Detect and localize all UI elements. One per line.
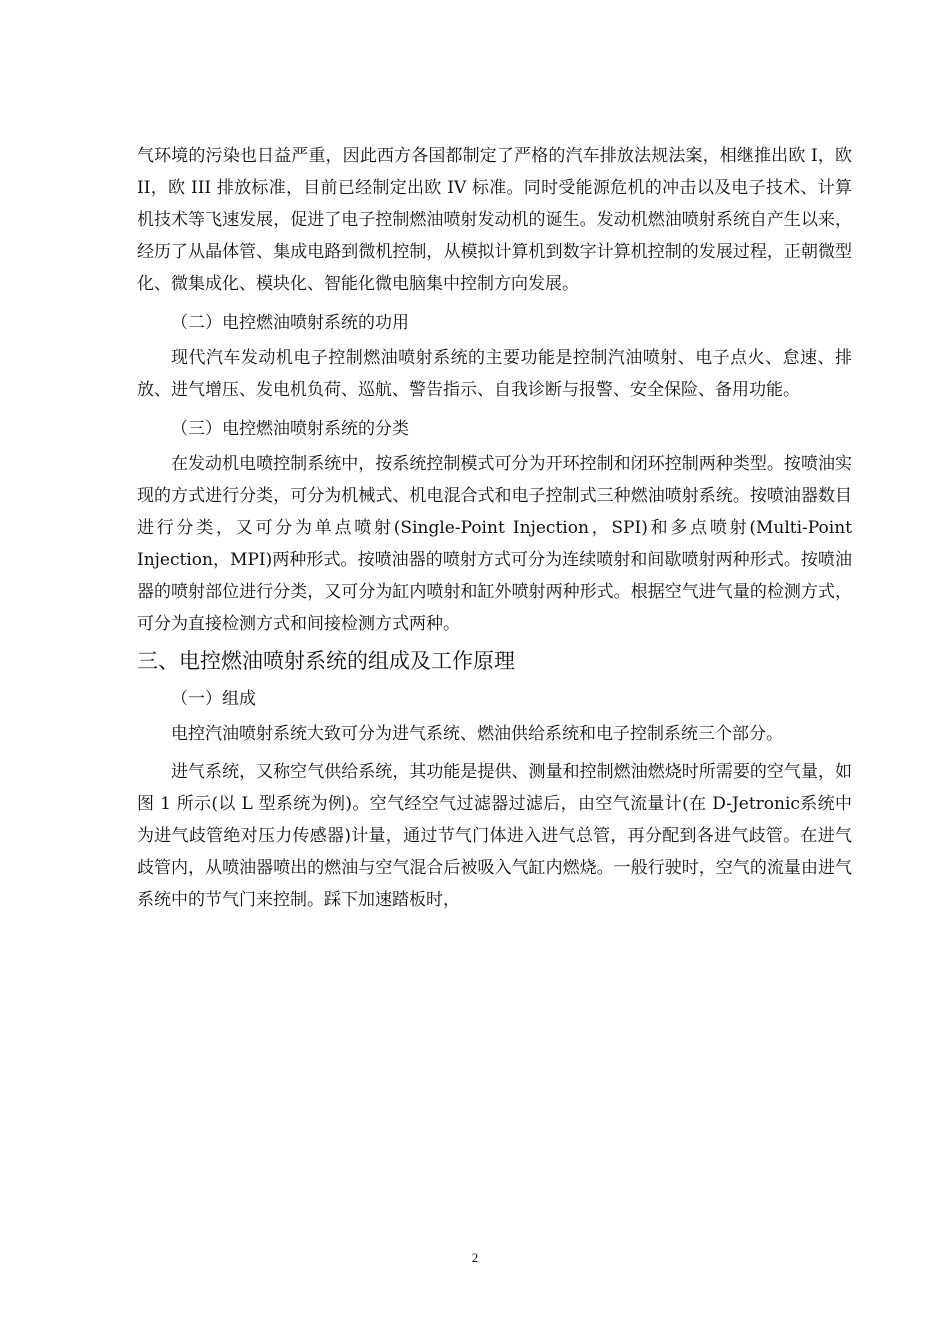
paragraph-function: 现代汽车发动机电子控制燃油喷射系统的主要功能是控制汽油喷射、电子点火、怠速、排放、进气增压、发电机负荷、巡航、警告指示、自我诊断与报警、安全保险、备用功能。 xyxy=(137,348,852,400)
page-number: 2 xyxy=(471,1250,479,1265)
subheading-function: （二）电控燃油喷射系统的功用 xyxy=(171,313,409,333)
paragraph-intake-system: 进气系统，又称空气供给系统，其功能是提供、测量和控制燃油燃烧时所需要的空气量，如图 1 所示(以 L 型系统为例)。空气经空气过滤器过滤后，由空气流量计(在 D-Jetronic系统中为进气歧管绝对压力传感器)计量，通过节气门体进入进气总管，再分配到各进气歧管。在进气歧管内，从喷油器喷出的燃油与空气混合后被吸入气缸内燃烧。一般行驶时，空气的流量由进气系统中的节气门来控制。踩下加速踏板时， xyxy=(137,762,852,910)
paragraph-classification: 在发动机电喷控制系统中，按系统控制模式可分为开环控制和闭环控制两种类型。按喷油实现的方式进行分类，可分为机械式、机电混合式和电子控制式三种燃油喷射系统。按喷油器数目进行分类，又可分为单点喷射(Single-Point Injection，SPI)和多点喷射(Multi-Point Injection，MPI)两种形式。按喷油器的喷射方式可分为连续喷射和间歇喷射两种形式。按喷油器的喷射部位进行分类，又可分为缸内喷射和缸外喷射两种形式。根据空气进气量的检测方式，可分为直接检测方式和间接检测方式两种。 xyxy=(137,454,852,634)
section-heading-composition: 三、电控燃油喷射系统的组成及工作原理 xyxy=(137,649,515,673)
paragraph-composition: 电控汽油喷射系统大致可分为进气系统、燃油供给系统和电子控制系统三个部分。 xyxy=(171,724,783,744)
document-body xyxy=(137,140,852,916)
subheading-composition: （一）组成 xyxy=(171,689,256,709)
paragraph-emission-history: 气环境的污染也日益严重，因此西方各国都制定了严格的汽车排放法规法案，相继推出欧 I，欧 II，欧 III 排放标准，目前已经制定出欧 IV 标准。同时受能源危机的冲击以及电子技术、计算机技术等飞速发展，促进了电子控制燃油喷射发动机的诞生。发动机燃油喷射系统自产生以来，经历了从晶体管、集成电路到微机控制，从模拟计算机到数字计算机控制的发展过程，正朝微型化、微集成化、模块化、智能化微电脑集中控制方向发展。 xyxy=(137,146,852,294)
subheading-classification: （三）电控燃油喷射系统的分类 xyxy=(171,419,409,439)
